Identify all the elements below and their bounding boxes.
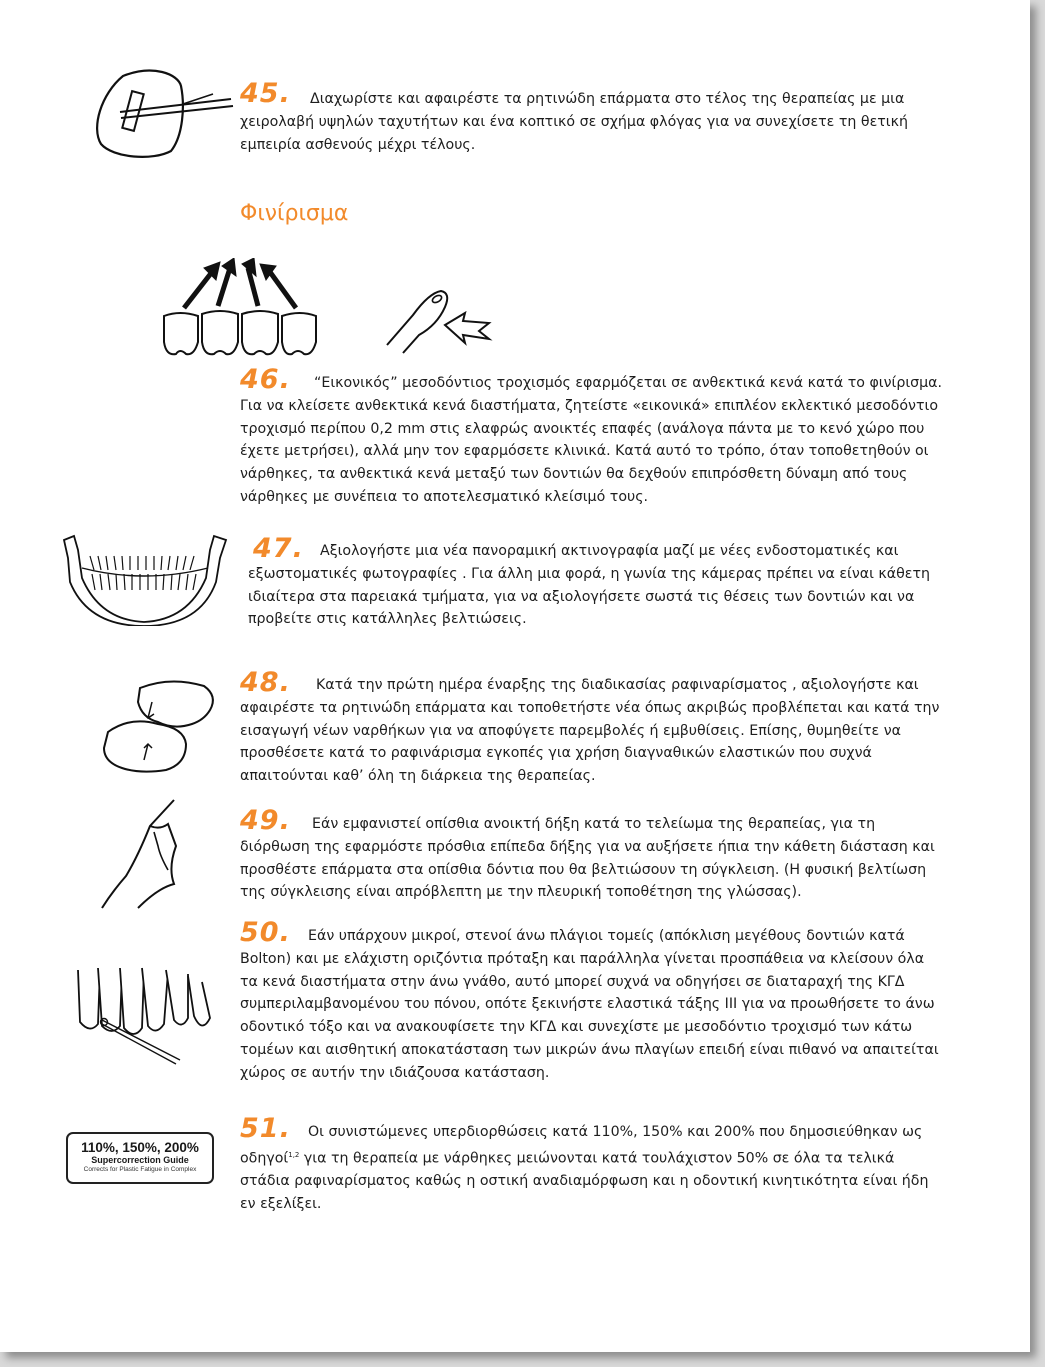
badge-percentages: 110%, 150%, 200%: [81, 1140, 199, 1155]
panoramic-xray-icon: [60, 528, 230, 626]
item-number: 45.: [240, 78, 291, 109]
item-number: 47.: [253, 533, 304, 564]
item-text: [240, 372, 948, 509]
item-50-text: Εάν υπάρχουν μικροί, στενοί άνω πλάγιοι τομείς (απόκλιση μεγέθους δοντιών κατά Bolton) και με ελάχιστη οριζόντια πρόταξη και παράλληλα γίνεται προσπάθεια να κλείσουν όλα τα κενά διαστήματα στην άνω γνάθο, αυτό μπορεί συχνά να οδηγήσει σε διαταραχή της ΚΓΔ συμπεριλαμβανομένου του πόνου, οπότε ξεκινήστε ελαστικά τάξης ΙΙΙ για να προωθήσετε το άνω οδοντικό τόξο και να ανακουφίσετε την ΚΓΔ και συνεχίστε με μεσοδόντιο τροχισμό των κάτω τομέων και αισθητική αποκατάσταση των μικρών άνω πλαγίων επειδή είναι πιθανό να απαιτείται χώρος σε αυτήν την ιδιάζουσα κατάσταση.: [240, 928, 939, 1081]
teeth-arrows-icon: [160, 258, 320, 360]
finger-pressure-icon: [385, 285, 495, 355]
item-text: [240, 674, 940, 788]
item-48-text: Κατά την πρώτη ημέρα έναρξης της διαδικασίας ραφιναρίσματος , αξιολογήστε και αφαιρέστε τα ρητινώδη επάρματα και τοποθετήστε νέα όπως ακριβώς προβλέπεται και κατά την εισαγωγή νέων ναρθήκων για να αποφύγετε παρεμβολές ή εμβυθίσεις. Επίσης, θυμηθείτε να προσθέσετε κατά το ραφινάρισμα εγκοπές για χρήση διαγναθικών ελαστικών που συχνά απαιτούνται καθ’ όλη τη διάρκεια της θεραπείας.: [240, 677, 940, 785]
item-46-text: “Εικονικός” μεσοδόντιος τροχισμός εφαρμόζεται σε ανθεκτικά κενά κατά το φινίρισμα. Για να κλείσετε ανθεκτικά κενά διαστήματα, ζητείστε «εικονικά» επιπλέον εκλεκτικό μεσοδόντιο τροχισμό περίπου 0,2 mm στις ελαφρώς ανοικτές επαφές (ανάλογα πάντα με το κενό χώρο που έχετε μετρήσει), αλλά μην τον εφαρμόσετε κλινικά. Κατά αυτό το τρόπο, όταν τοποθετηθούν οι νάρθηκες, τα ανθεκτικά κενά μεταξύ των δοντιών θα δεχθούν επιπρόσθετη δύναμη από τους νάρθηκες με συνέπεια το αποτελεσματικό κλείσιμό τους.: [240, 375, 943, 505]
supercorrection-guide-badge: [66, 1132, 214, 1184]
incisor-bite-icon: [98, 796, 208, 916]
item-51-text-end: για τη θεραπεία με νάρθηκες μειώνονται κατά τουλάχιστον 50% σε όλα τα τελικά στάδια ραφιναρίσματος καθώς η οστική αναδιαμόρφωση και η οδοντική κινητικότητα είναι ήδη εν εξελίξει.: [240, 1150, 929, 1213]
tooth-occlusion-icon: [100, 672, 220, 774]
footnote-reference: 1,2: [288, 1150, 300, 1159]
item-number: 51.: [240, 1113, 291, 1144]
item-49-text: Εάν εμφανιστεί οπίσθια ανοικτή δήξη κατά το τελείωμα της θεραπείας, για τη διόρθωση της εφαρμόστε πρόσθια επίπεδα δήξης για να αυξήσετε ήπια την κάθετη διάσταση και προσθέστε επάρματα στα οπίσθια δόντια που θα βελτιώσουν τη σύγκλειση. (Η φυσική βελτίωση της σύγκλεισης είναι απρόβλεπτη με την πλευρική τοποθέτηση της γλώσσας).: [240, 816, 935, 901]
item-45-text: Διαχωρίστε και αφαιρέστε τα ρητινώδη επάρματα στο τέλος της θεραπείας με μια χειρολαβή υψηλών ταχυτήτων και ένα κοπτικό σε σχήμα φλόγας για να συνεχίσετε τη θετική εμπειρία ασθενούς μέχρι τέλους.: [240, 91, 908, 153]
item-number: 50.: [240, 917, 291, 948]
upper-teeth-elastic-icon: [76, 962, 216, 1066]
item-text: [240, 925, 945, 1085]
item-number: 48.: [240, 667, 291, 698]
badge-title: Supercorrection Guide: [91, 1155, 189, 1165]
item-number: 49.: [240, 805, 291, 836]
item-text: [240, 1121, 945, 1216]
item-51-text-start: Οι συνιστώμενες υπερδιορθώσεις κατά 110%, 150% και 200% που δημοσιεύθηκαν ως οδηγοί: [240, 1124, 923, 1167]
badge-subtitle: Corrects for Plastic Fatigue in Complex: [83, 1166, 197, 1173]
item-47-text: Αξιολογήστε μια νέα πανοραμική ακτινογραφία μαζί με νέες ενδοστοματικές και εξωστοματικές φωτογραφίες . Για άλλη μια φορά, η γωνία της κάμερας πρέπει να είναι κάθετη ιδιαίτερα στα παρειακά τμήματα, για να αξιολογήσετε σωστά τις θέσεις των δοντιών και να προβείτε στις κατάλληλες βελτιώσεις.: [248, 543, 930, 628]
attachment-removal-icon: [93, 66, 238, 161]
item-number: 46.: [240, 364, 291, 395]
section-heading: Φινίρισμα: [240, 201, 349, 226]
item-text: [240, 88, 945, 156]
item-text: [248, 540, 948, 631]
item-text: [240, 813, 940, 904]
